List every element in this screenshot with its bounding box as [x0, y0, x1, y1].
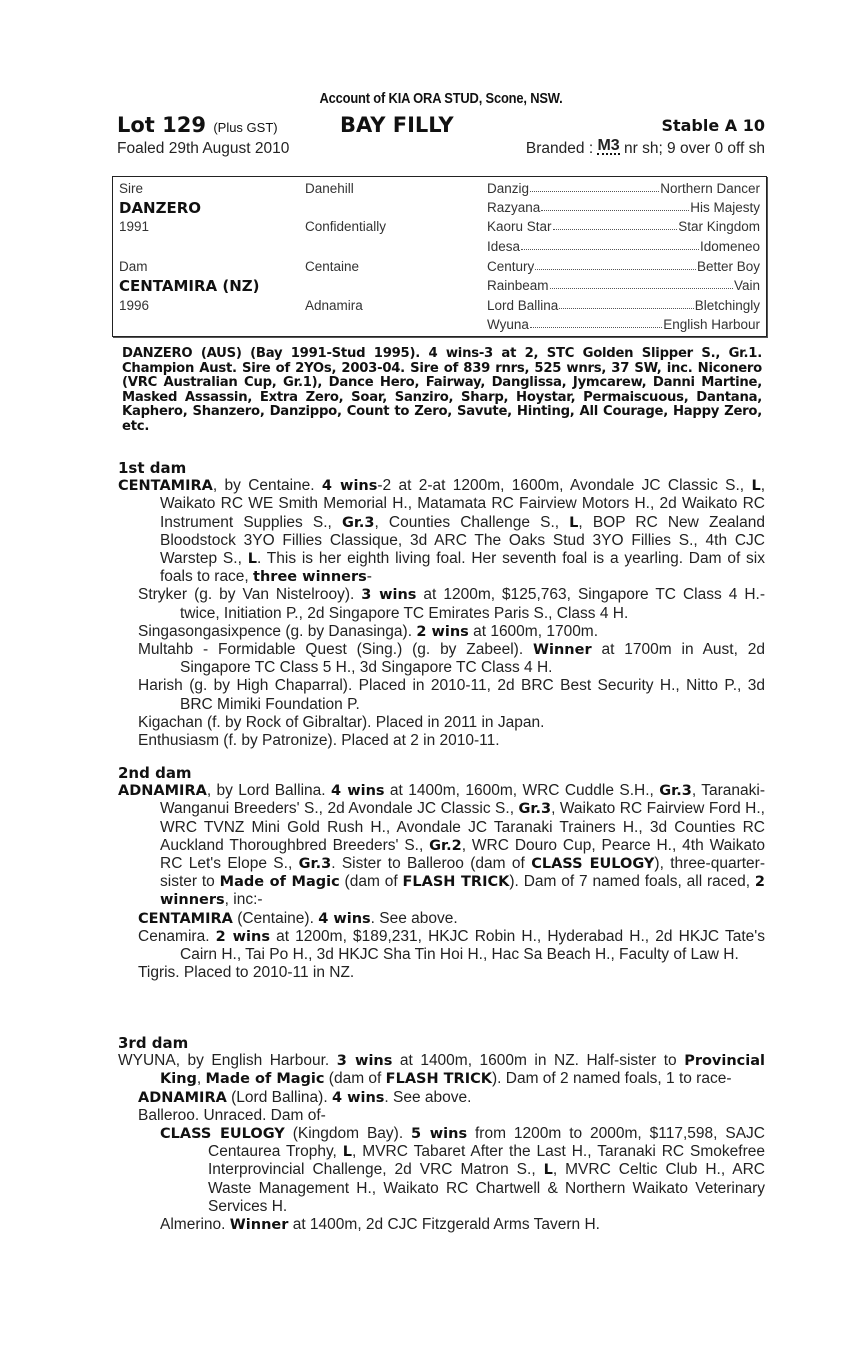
section-heading: 2nd dam	[118, 764, 192, 782]
race-record-paragraph	[118, 782, 765, 909]
bold-text: 4 wins	[318, 910, 371, 927]
dam-dam: Adnamira	[305, 298, 363, 313]
leader-dots	[559, 298, 693, 309]
bold-text: CLASS EULOGY	[531, 856, 655, 873]
foaled-date: Foaled 29th August 2010	[117, 140, 290, 157]
race-record-paragraph	[118, 586, 765, 622]
gen3-right: Better Boy	[696, 259, 760, 274]
race-record-paragraph	[118, 910, 765, 928]
bold-text: L	[543, 1162, 553, 1179]
sex-color: BAY FILLY	[340, 113, 454, 137]
sire-sire: Danehill	[305, 181, 354, 196]
race-record-paragraph	[118, 477, 765, 586]
bold-text: L	[569, 514, 579, 531]
text: (Lord Ballina).	[226, 1088, 332, 1106]
race-record-paragraph	[118, 1125, 765, 1216]
text: -	[366, 568, 372, 586]
bold-text: L	[751, 478, 761, 495]
race-record-paragraph	[118, 1089, 765, 1107]
gen3-right: His Majesty	[690, 200, 760, 215]
gen3-left: Rainbeam	[487, 278, 549, 293]
section-body	[118, 477, 765, 750]
text: . Sister to Balleroo (dam of	[331, 855, 532, 873]
race-record-paragraph	[118, 641, 765, 677]
race-record-paragraph	[118, 714, 765, 732]
bold-text: 4 wins	[330, 783, 385, 800]
race-record-paragraph	[118, 1052, 765, 1088]
leader-dots	[530, 181, 659, 192]
catalogue-page-header	[117, 90, 765, 162]
text: Cenamira.	[138, 927, 216, 945]
stable-location: Stable A 10	[661, 116, 765, 135]
gen3-right: Idomeneo	[699, 239, 760, 254]
sire-label: Sire	[119, 181, 144, 196]
bold-text: Gr.3	[298, 856, 332, 873]
leader-dots	[535, 259, 696, 270]
branded-label: Branded :	[525, 140, 594, 157]
sire-dam: Confidentially	[305, 219, 387, 234]
text: Tigris. Placed to 2010-11 in NZ.	[138, 964, 355, 982]
vendor-account: Account of KIA ORA STUD, Scone, NSW.	[319, 90, 563, 107]
lot-label: Lot 129	[117, 113, 206, 137]
text: Balleroo. Unraced. Dam of-	[138, 1106, 326, 1124]
bold-text: 4 wins	[321, 478, 378, 495]
text: , BOP RC New Zealand Bloodstock 3YO Fillies Classique, 3d ARC The Oaks Stud 3YO Fillies S., 4th CJC Warstep S.,	[160, 513, 765, 568]
gen3-left: Lord Ballina	[487, 298, 559, 313]
gen3-left: Wyuna	[487, 317, 529, 332]
gen3-row	[487, 200, 760, 215]
race-record-paragraph	[118, 1216, 765, 1234]
dam-sire: Centaine	[305, 259, 360, 274]
text: , by Centaine.	[212, 477, 322, 495]
gen3-right: Star Kingdom	[678, 219, 760, 234]
text: Harish (g. by High Chaparral). Placed in 2010-11, 2d BRC Best Security H., Nitto P., 3d BRC Mimiki Foundation P.	[138, 677, 765, 713]
text: Enthusiasm (f. by Patronize). Placed at 2 in 2010-11.	[138, 732, 500, 750]
brand-mark-icon: M3	[597, 137, 620, 154]
gen3-left: Century	[487, 259, 535, 274]
text: ). Dam of 7 named foals, all raced,	[509, 873, 755, 891]
text: . This is her eighth living foal. Her seventh foal is a yearling. Dam of six foals to race,	[160, 550, 765, 586]
race-record-paragraph	[118, 623, 765, 641]
bold-text: CENTAMIRA	[138, 910, 233, 927]
text: at 1600m, 1700m.	[468, 622, 599, 640]
bold-text: 3 wins	[336, 1053, 393, 1070]
third-dam-section	[118, 1034, 765, 1234]
text: at 1400m, 2d CJC Fitzgerald Arms Tavern H.	[288, 1216, 600, 1234]
gen3-row	[487, 239, 760, 254]
gen3-right: English Harbour	[663, 317, 760, 332]
bold-text: Gr.2	[429, 837, 462, 854]
section-heading: 3rd dam	[118, 1034, 189, 1052]
race-record-paragraph	[118, 928, 765, 964]
gen3-right: Northern Dancer	[660, 181, 760, 196]
second-dam-section	[118, 764, 765, 982]
bold-text: three winners	[253, 569, 367, 586]
text: . See above.	[370, 909, 458, 927]
bold-text: 2 wins	[215, 928, 270, 945]
gen3-row	[487, 278, 760, 293]
text: at 1400m, 1600m in NZ. Half-sister to	[392, 1052, 685, 1070]
text: (Centaine).	[232, 909, 319, 927]
text: , Taranaki-Wanganui Breeders' S., 2d Avondale JC Classic S.,	[160, 782, 766, 818]
bold-text: Made of Magic	[219, 874, 340, 891]
bold-text: ADNAMIRA	[118, 783, 207, 800]
lot-line	[117, 112, 765, 138]
bold-text: Winner	[229, 1217, 289, 1234]
text: ). Dam of 2 named foals, 1 to race-	[492, 1070, 732, 1088]
gen3-left: Razyana	[487, 200, 541, 215]
race-record-paragraph	[118, 1107, 765, 1125]
text: Almerino.	[160, 1216, 230, 1234]
text: , MVRC Tabaret After the Last H., Taranaki RC Smokefree Interprovincial Challenge, 2d VRC Matron S.,	[208, 1143, 765, 1179]
bold-text: ADNAMIRA	[138, 1089, 227, 1106]
lot-note: (Plus GST)	[213, 120, 278, 135]
bold-text: Gr.3	[659, 783, 692, 800]
text: , Waikato RC Fairview Ford H., WRC TVNZ Mini Gold Rush H., Avondale JC Taranaki Trainers H., 3d Counties RC Auckland Thoroughbred Breeders' S.,	[160, 800, 765, 854]
text: from 1200m to 2000m, $117,598, SAJC Centaurea Trophy,	[208, 1125, 765, 1161]
text: ), three-quarter-sister to	[160, 855, 765, 891]
text: Kigachan (f. by Rock of Gibraltar). Placed in 2011 in Japan.	[138, 713, 545, 731]
bold-text: Made of Magic	[205, 1071, 325, 1088]
text: , by Lord Ballina.	[206, 782, 331, 800]
bold-text: FLASH TRICK	[402, 874, 510, 891]
bold-text: 2 winners	[160, 874, 766, 909]
lot-number	[117, 112, 278, 141]
race-record-paragraph	[118, 732, 765, 750]
text: at 1400m, 1600m, WRC Cuddle S.H.,	[384, 782, 660, 800]
branding	[525, 137, 765, 158]
bold-text: 4 wins	[331, 1089, 385, 1106]
sire-summary: DANZERO (AUS) (Bay 1991-Stud 1995). 4 wins-3 at 2, STC Golden Slipper S., Gr.1. Champion Aust. Sire of 2YOs, 2003-04. Sire of 839 rnrs, 525 wnrs, 37 SW, inc. Niconero (VRC Australian Cup, Gr.1), Dance Hero, Fairway, Danglissa, Jymcarew, Danni Martine, Masked Assassin, Extra Zero, Soar, Sanziro, Sharp, Hoystar, Permaiscuous, Dantana, Kaphero, Shanzero, Danzippo, Count to Zero, Savute, Hinting, All Courage, Happy Zero, etc.	[122, 346, 762, 434]
leader-dots	[530, 317, 662, 328]
bold-text: Gr.3	[341, 514, 375, 531]
leader-dots	[541, 200, 689, 211]
gen3-row	[487, 259, 760, 274]
section-body	[118, 782, 765, 982]
text: ,	[196, 1070, 206, 1088]
bold-text: CLASS EULOGY	[160, 1126, 285, 1143]
text: , Waikato RC WE Smith Memorial H., Matamata RC Fairview Motors H., 2d Waikato RC Instrument Supplies S.,	[160, 477, 765, 531]
text: , inc:-	[224, 891, 263, 909]
leader-dots	[521, 239, 699, 250]
gen3-row	[487, 219, 760, 234]
gen3-row	[487, 298, 760, 313]
gen3-right: Bletchingly	[694, 298, 760, 313]
text: Singasongasixpence (g. by Danasinga).	[138, 622, 417, 640]
gen3-row	[487, 317, 760, 332]
first-dam-section	[118, 459, 765, 750]
race-record-paragraph	[118, 964, 765, 982]
bold-text: 2 wins	[416, 623, 469, 640]
pedigree-table	[112, 176, 767, 337]
bold-text: Winner	[533, 642, 592, 659]
bold-text: 5 wins	[411, 1126, 468, 1143]
sire-name: DANZERO	[119, 199, 202, 217]
text: (dam of	[339, 873, 403, 891]
gen3-right: Vain	[733, 278, 760, 293]
leader-dots	[553, 219, 678, 230]
leader-dots	[550, 278, 733, 289]
text: at 1200m, $189,231, HKJC Robin H., Hyderabad H., 2d HKJC Tate's Cairn H., Tai Po H., 3d HKJC Sha Tin Hoi H., Hac Sa Beach H., Faculty of Law H.	[180, 927, 765, 964]
bold-text: 3 wins	[361, 587, 417, 604]
text: (Kingdom Bay).	[284, 1125, 412, 1143]
sire-year: 1991	[119, 219, 150, 234]
section-body	[118, 1052, 765, 1234]
bold-text: Gr.3	[518, 801, 552, 818]
dam-name: CENTAMIRA (NZ)	[119, 277, 260, 295]
text: WYUNA, by English Harbour.	[118, 1052, 337, 1070]
bold-text: L	[247, 551, 257, 568]
text: (dam of	[324, 1070, 386, 1088]
gen3-left: Danzig	[487, 181, 530, 196]
text: Multahb - Formidable Quest (Sing.) (g. by Zabeel).	[138, 641, 534, 659]
bold-text: CENTAMIRA	[118, 478, 213, 495]
text: at 1700m in Aust, 2d Singapore TC Class 5 H., 3d Singapore TC Class 4 H.	[180, 641, 765, 677]
dam-label: Dam	[119, 259, 148, 274]
bold-text: L	[342, 1144, 353, 1161]
bold-text: Provincial King	[160, 1053, 765, 1088]
section-heading: 1st dam	[118, 459, 187, 477]
race-record-paragraph	[118, 677, 765, 713]
text: , WRC Douro Cup, Pearce H., 4th Waikato RC Let's Elope S.,	[160, 836, 766, 873]
gen3-left: Kaoru Star	[487, 219, 552, 234]
text: Stryker (g. by Van Nistelrooy).	[138, 586, 362, 604]
bold-text: FLASH TRICK	[385, 1071, 492, 1088]
gen3-row	[487, 181, 760, 196]
foaled-line	[117, 137, 765, 162]
text: -2 at 2-at 1200m, 1600m, Avondale JC Classic S.,	[377, 477, 752, 495]
text: , MVRC Celtic Club H., ARC Waste Management H., Waikato RC Chartwell & Northern Waikato Veterinary Services H.	[208, 1161, 765, 1215]
branded-detail: nr sh; 9 over 0 off sh	[623, 140, 765, 157]
text: . See above.	[384, 1088, 472, 1106]
dam-year: 1996	[119, 298, 150, 313]
text: , Counties Challenge S.,	[374, 513, 570, 531]
text: at 1200m, $125,763, Singapore TC Class 4 H.-twice, Initiation P., 2d Singapore TC Emirates Paris S., Class 4 H.	[180, 586, 765, 622]
gen3-left: Idesa	[487, 239, 521, 254]
